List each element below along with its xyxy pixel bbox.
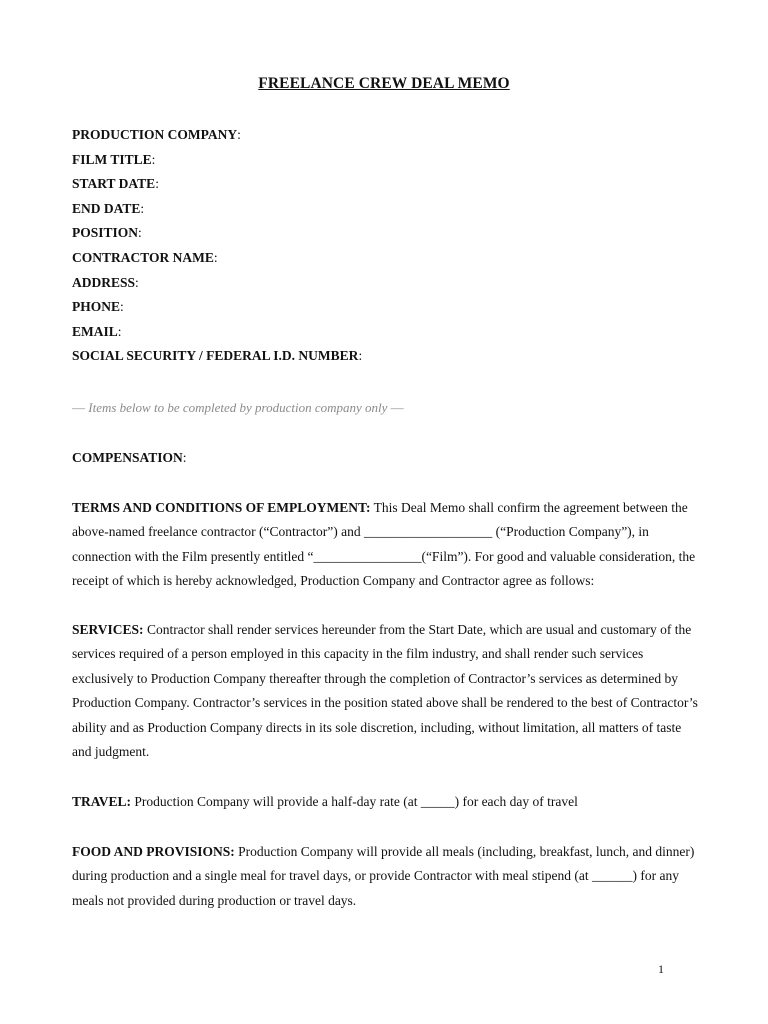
terms-label: TERMS AND CONDITIONS OF EMPLOYMENT: xyxy=(72,500,371,515)
field-label: ADDRESS xyxy=(72,274,136,290)
travel-label: TRAVEL: xyxy=(72,794,132,809)
field-start-date: START DATE: xyxy=(72,176,159,192)
field-email: EMAIL: xyxy=(72,323,122,339)
field-label: END DATE xyxy=(72,200,141,216)
field-address: ADDRESS: xyxy=(72,274,139,290)
compensation-label: COMPENSATION xyxy=(72,450,183,465)
field-phone: PHONE: xyxy=(72,299,124,315)
compensation-section: COMPENSATION: xyxy=(72,450,187,465)
header-fields xyxy=(72,126,362,372)
services-paragraph xyxy=(72,618,698,764)
note-dash-left: — xyxy=(72,400,85,415)
note-text: Items below to be completed by production company only xyxy=(88,400,388,415)
services-label: SERVICES: xyxy=(72,622,144,637)
field-label: PHONE xyxy=(72,299,121,315)
travel-text: Production Company will provide a half-day rate (at _____) for each day of travel xyxy=(131,794,578,809)
field-label: SOCIAL SECURITY / FEDERAL I.D. NUMBER xyxy=(72,348,359,364)
field-contractor-name: CONTRACTOR NAME: xyxy=(72,249,218,265)
field-label: POSITION xyxy=(72,225,139,241)
field-position: POSITION: xyxy=(72,225,142,241)
services-section xyxy=(72,618,698,764)
note-dash-right: — xyxy=(390,400,404,415)
terms-paragraph xyxy=(72,496,698,594)
field-label: EMAIL xyxy=(72,323,118,339)
travel-paragraph xyxy=(72,790,698,814)
services-text: Contractor shall render services hereunder from the Start Date, which are usual and customary of the services required of a person employed in this capacity in the film industry, and shall render such services exclusively to Production Company thereafter through the completion of Contractor’s services as determined by Production Company. Contractor’s services in the position stated above shall be rendered to the best of Contractor’s ability and as Production Company directs in its sole discretion, including, without limitation, all matters of taste and judgment. xyxy=(72,622,698,760)
field-film-title: FILM TITLE: xyxy=(72,151,156,167)
terms-text: This Deal Memo shall confirm the agreement between the above-named freelance contractor (“Contractor”) and ___________________ (“Production Company”), in connection with the Film presently entitled “________________(“Film”). For good and valuable consideration, the receipt of which is hereby acknowledged, Production Company and Contractor agree as follows: xyxy=(72,500,696,589)
food-paragraph xyxy=(72,840,698,913)
travel-section xyxy=(72,790,698,814)
field-label: CONTRACTOR NAME xyxy=(72,249,214,265)
food-section xyxy=(72,840,698,913)
company-only-note xyxy=(72,400,404,416)
field-label: FILM TITLE xyxy=(72,151,152,167)
page-number: 1 xyxy=(658,962,664,976)
document-title: FREELANCE CREW DEAL MEMO xyxy=(258,75,510,92)
field-label: PRODUCTION COMPANY xyxy=(72,127,238,142)
field-ssn-federal-id: SOCIAL SECURITY / FEDERAL I.D. NUMBER: xyxy=(72,348,363,364)
field-end-date: END DATE: xyxy=(72,200,145,216)
field-production-company: PRODUCTION COMPANY: xyxy=(72,127,241,142)
food-label: FOOD AND PROVISIONS: xyxy=(72,844,235,859)
food-text: Production Company will provide all meals (including, breakfast, lunch, and dinner) during production and a single meal for travel days, or provide Contractor with meal stipend (at ______) for any meals not provided during production or travel days. xyxy=(72,844,695,908)
terms-section xyxy=(72,496,698,594)
field-label: START DATE xyxy=(72,176,156,192)
